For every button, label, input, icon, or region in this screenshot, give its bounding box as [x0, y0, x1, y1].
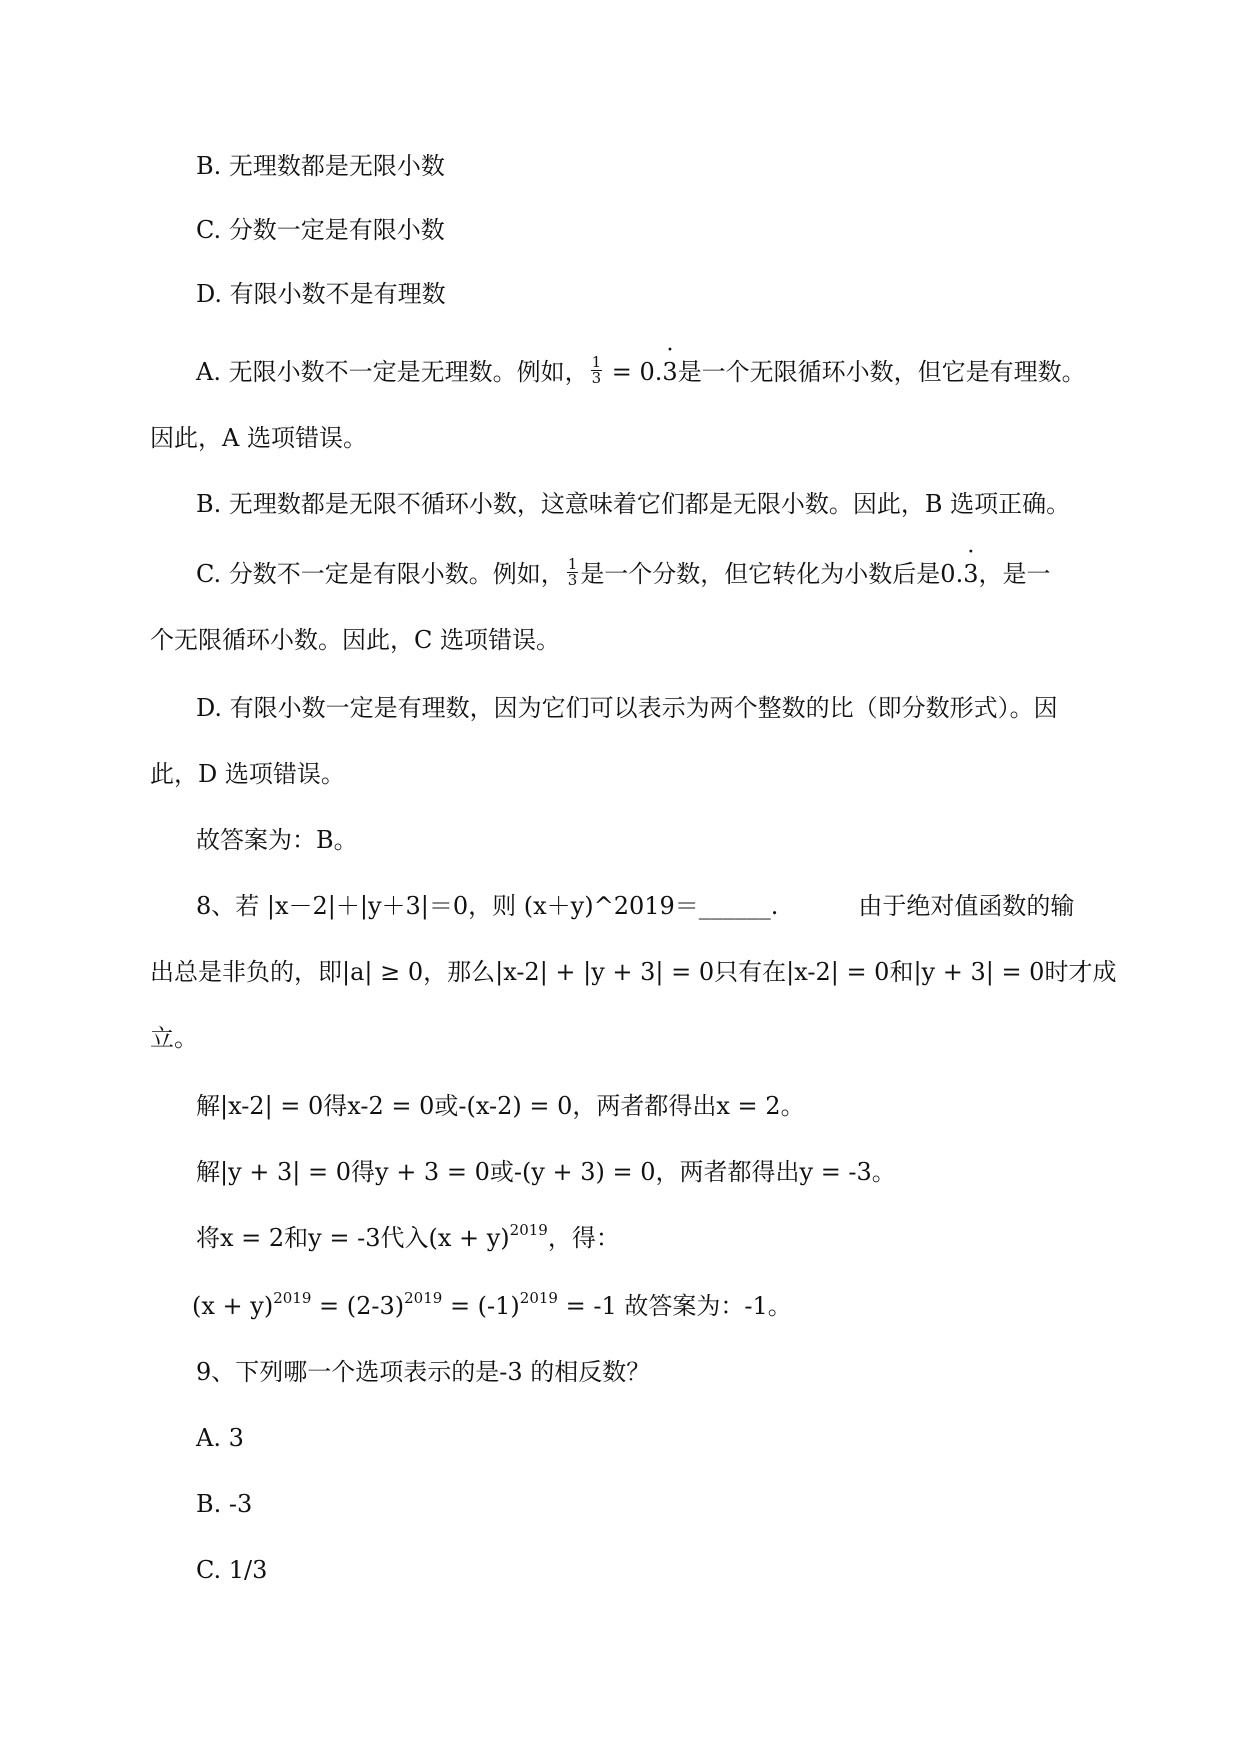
question-8-line-1: 8、若 |x－2|＋|y＋3|＝0，则 (x＋y)^2019＝______. 由于绝对值函数的输: [196, 892, 1075, 920]
explanation-a-line-1: A. 无限小数不一定是无理数。例如， $\frac{1}{3}$ = 0.· 3是一个无限循环小数，但它是有理数。: [196, 356, 1146, 389]
explanation-c-line-1: C. 分数不一定是有限小数。例如， $\frac{1}{3}$ 是一个分数，但它转化为小数后是0.· 3，是一: [196, 558, 1146, 591]
substitution-line: 将x = 2和y = -3代入$(x + y)^{2019}$，得：: [196, 1221, 620, 1252]
option-b: B. 无理数都是无限小数: [196, 152, 445, 180]
explanation-a-line-2: 因此，A 选项错误。: [150, 424, 367, 452]
solution-x: 解|x-2| = 0得x-2 = 0或-(x-2) = 0，两者都得出x = 2。: [196, 1092, 805, 1120]
option-c: C. 分数一定是有限小数: [196, 216, 445, 244]
question-9-option-a: A. 3: [196, 1424, 244, 1452]
answer-7: 故答案为：B。: [196, 826, 358, 854]
computation-line: $(x + y)^{2019} = (2-3)^{2019} = (-1)^{2019} = -1$ 故答案为：-1。: [192, 1289, 792, 1320]
fraction: $\frac{1}{3}$: [591, 353, 602, 387]
explanation-b: B. 无理数都是无限不循环小数，这意味着它们都是无限小数。因此，B 选项正确。: [196, 490, 1071, 518]
option-d: D. 有限小数不是有理数: [196, 280, 446, 308]
explanation-d-line-1: D. 有限小数一定是有理数，因为它们可以表示为两个整数的比（即分数形式）。因: [196, 694, 1058, 722]
solution-y: 解|y + 3| = 0得y + 3 = 0或-(y + 3) = 0，两者都得出y = -3。: [196, 1158, 896, 1186]
repeating-digit: · 3: [963, 558, 978, 590]
explanation-c-line-2: 个无限循环小数。因此，C 选项错误。: [150, 626, 560, 654]
fraction: $\frac{1}{3}$: [567, 555, 578, 589]
question-8-line-2: 出总是非负的，即|a| ≥ 0，那么|x-2| + |y + 3| = 0只有在|x-2| = 0和|y + 3| = 0时才成: [150, 958, 1117, 986]
question-9-option-b: B. -3: [196, 1490, 253, 1518]
question-8-line-3: 立。: [150, 1024, 198, 1052]
explanation-d-line-2: 此，D 选项错误。: [150, 760, 345, 788]
question-9-option-c: C. 1/3: [196, 1556, 268, 1584]
repeating-digit: · 3: [662, 356, 677, 388]
question-9: 9、下列哪一个选项表示的是-3 的相反数？: [196, 1358, 651, 1386]
